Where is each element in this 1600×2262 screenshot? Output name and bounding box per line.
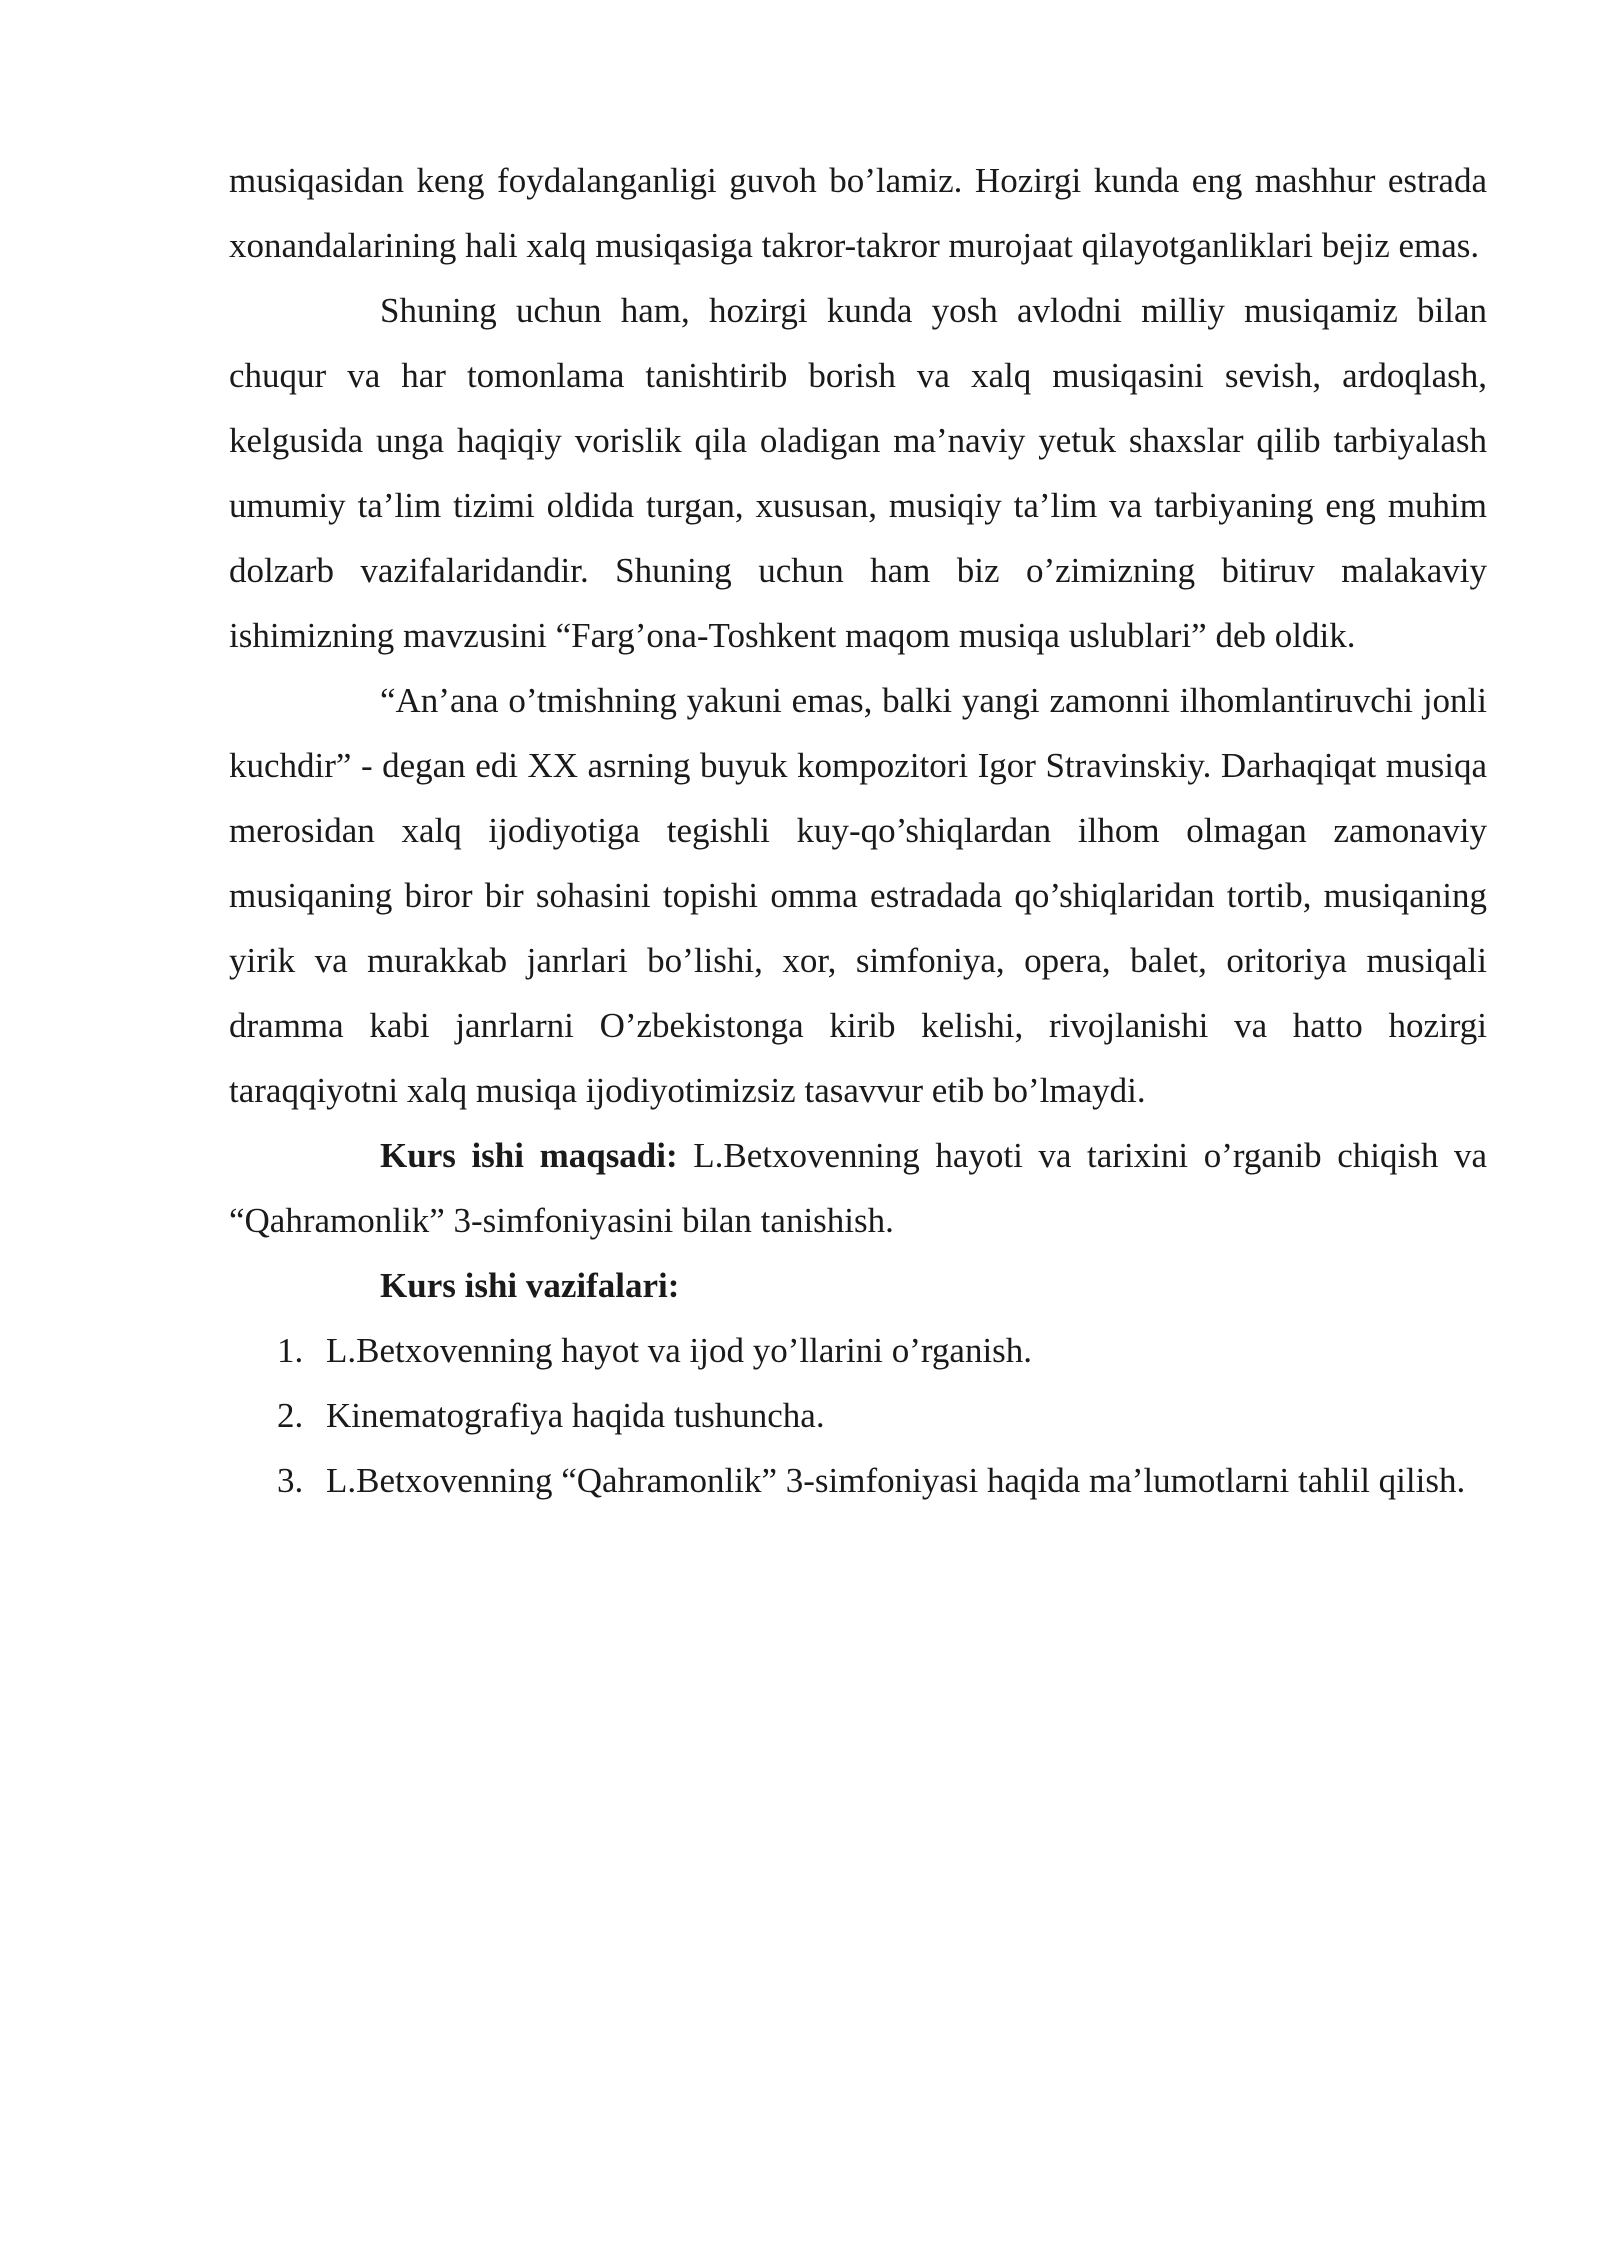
paragraph-intro-continuation: musiqasidan keng foydalanganligi guvoh bo’lamiz. Hozirgi kunda eng mashhur estrada xonandalarining hali xalq musiqasiga takror-takror murojaat qilayotganliklari bejiz emas.	[229, 161, 1487, 265]
paragraph-course-goal	[229, 1123, 1487, 1253]
course-tasks-heading: Kurs ishi vazifalari:	[380, 1266, 680, 1305]
list-item	[229, 1448, 1487, 1513]
list-item	[229, 1383, 1487, 1448]
list-item-number: 2.	[277, 1396, 304, 1435]
list-item-text: Kinematografiya haqida tushuncha.	[326, 1396, 825, 1435]
document-body	[229, 148, 1487, 1513]
course-goal-label: Kurs ishi maqsadi:	[380, 1136, 678, 1175]
list-item-number: 1.	[277, 1331, 304, 1370]
paragraph-relevance: Shuning uchun ham, hozirgi kunda yosh avlodni milliy musiqamiz bilan chuqur va har tomonlama tanishtirib borish va xalq musiqasini sevish, ardoqlash, kelgusida unga haqiqiy vorislik qila oladigan ma’naviy yetuk shaxslar qilib tarbiyalash umumiy ta’lim tizimi oldida turgan, xususan, musiqiy ta’lim va tarbiyaning eng muhim dolzarb vazifalaridandir. Shuning uchun ham biz o’zimizning bitiruv malakaviy ishimizning mavzusini “Farg’ona-Toshkent maqom musiqa uslublari” deb oldik.	[229, 291, 1487, 655]
list-item-text: L.Betxovenning “Qahramonlik” 3-simfoniyasi haqida ma’lumotlarni tahlil qilish.	[326, 1461, 1466, 1500]
course-tasks-list	[229, 1318, 1487, 1513]
course-goal-text: L.Betxovenning hayoti va tarixini o’rganib chiqish va “Qahramonlik” 3-simfoniyasini bilan tanishish.	[229, 1136, 1487, 1240]
list-item-text: L.Betxovenning hayot va ijod yo’llarini o’rganish.	[326, 1331, 1033, 1370]
list-item-number: 3.	[277, 1461, 304, 1500]
paragraph-stravinsky-quote: “An’ana o’tmishning yakuni emas, balki yangi zamonni ilhomlantiruvchi jonli kuchdir” - degan edi XX asrning buyuk kompozitori Igor Stravinskiy. Darhaqiqat musiqa merosidan xalq ijodiyotiga tegishli kuy-qo’shiqlardan ilhom olmagan zamonaviy musiqaning biror bir sohasini topishi omma estradada qo’shiqlaridan tortib, musiqaning yirik va murakkab janrlari bo’lishi, xor, simfoniya, opera, balet, oritoriya musiqali dramma kabi janrlarni O’zbekistonga kirib kelishi, rivojlanishi va hatto hozirgi taraqqiyotni xalq musiqa ijodiyotimizsiz tasavvur etib bo’lmaydi.	[229, 681, 1487, 1110]
list-item	[229, 1318, 1487, 1383]
